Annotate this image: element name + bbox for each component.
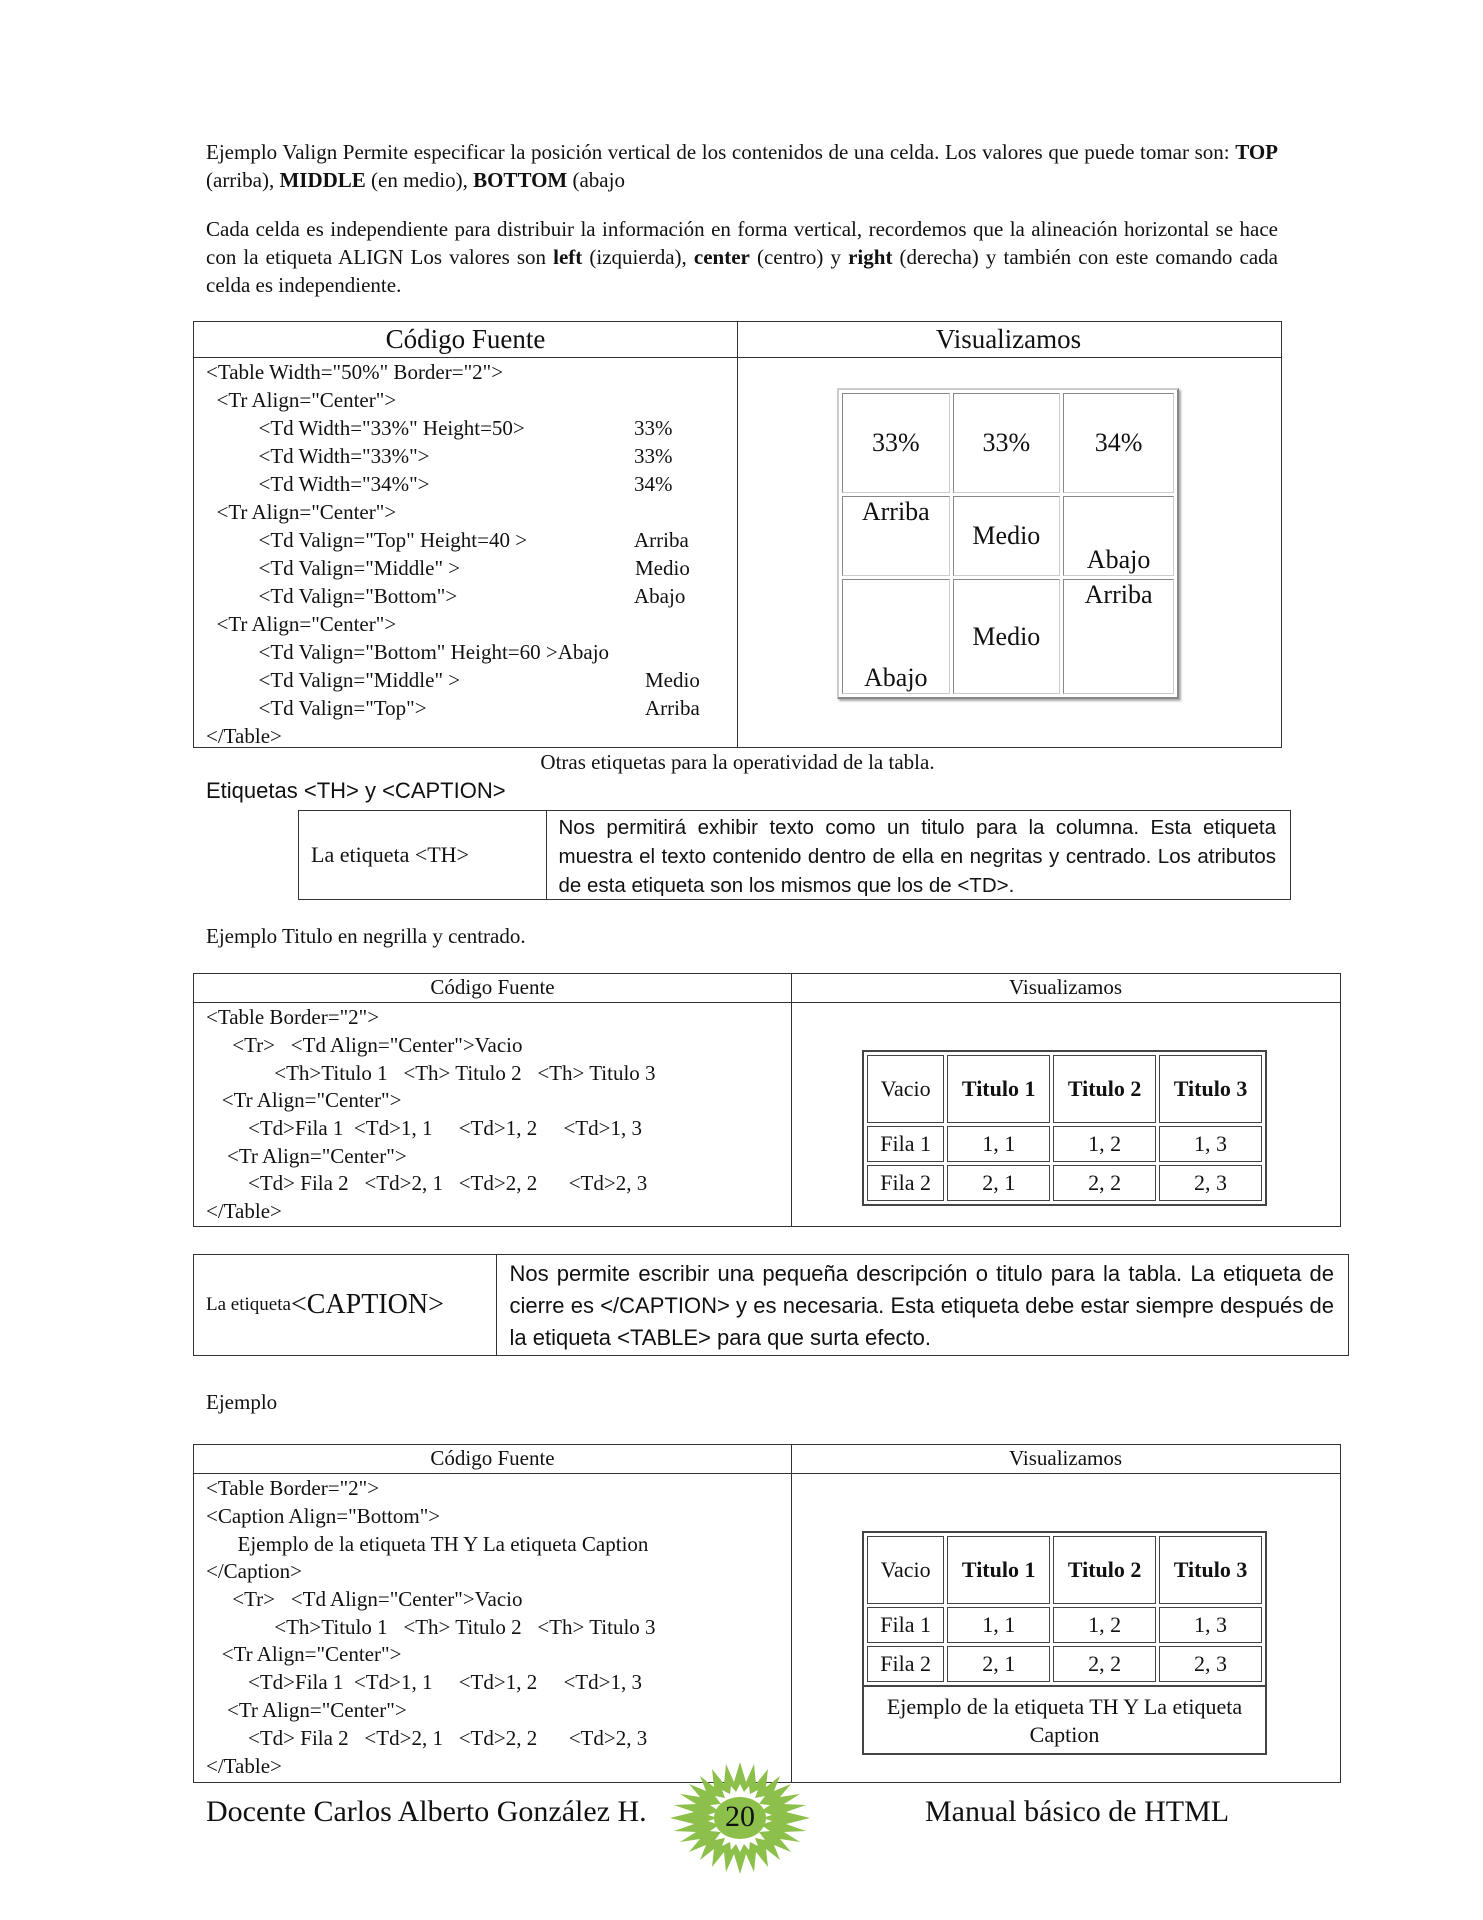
rendered-cell-bottom: Abajo <box>1063 496 1174 576</box>
code-line: </Table> <box>206 724 282 748</box>
rendered-th: Titulo 2 <box>1053 1055 1156 1123</box>
rendered-row <box>842 393 1174 493</box>
rendered-cell: 1, 1 <box>947 1126 1050 1162</box>
rendered-row <box>867 1126 1262 1162</box>
caption-label-tag: <CAPTION> <box>290 1289 444 1320</box>
code-line: <Td> Fila 2 <Td>2, 1 <Td>2, 2 <Td>2, 3 <box>206 1171 648 1195</box>
rendered-th: Titulo 1 <box>947 1536 1050 1604</box>
example1-table <box>193 321 1282 748</box>
rendered-cell: 2, 2 <box>1053 1165 1156 1201</box>
code-line: <Td Valign="Middle" > <box>206 668 461 692</box>
rendered-header-row <box>867 1055 1262 1123</box>
text: (en medio), <box>365 168 474 192</box>
example3-rendered-table <box>862 1531 1267 1755</box>
code-line: <Td Width="34%"> <box>206 472 430 496</box>
code-value: Arriba <box>645 696 700 720</box>
rendered-cell: Fila 2 <box>867 1646 944 1682</box>
code-line: <Table Border="2"> <box>206 1476 380 1500</box>
code-line: <Caption Align="Bottom"> <box>206 1504 441 1528</box>
rendered-cell: 1, 1 <box>947 1607 1050 1643</box>
column-divider <box>737 322 738 747</box>
code-line: <Td Valign="Top" Height=40 > <box>206 528 528 552</box>
rendered-cell: 33% <box>953 393 1061 493</box>
header-visualizamos: Visualizamos <box>1008 975 1123 999</box>
rendered-cell: 1, 3 <box>1159 1607 1262 1643</box>
rendered-cell-middle: Medio <box>953 579 1061 694</box>
rendered-cell: 2, 2 <box>1053 1646 1156 1682</box>
rendered-caption: Ejemplo de la etiqueta TH Y La etiqueta Caption <box>862 1687 1267 1755</box>
code-value: Medio <box>645 668 700 692</box>
caption-description-box <box>193 1254 1349 1356</box>
code-line: <Tr> <Td Align="Center">Vacio <box>206 1587 523 1611</box>
section-heading: Etiquetas <TH> y <CAPTION> <box>206 778 506 803</box>
text: (izquierda), <box>582 245 694 269</box>
code-line: <Table Width="50%" Border="2"> <box>206 360 504 384</box>
rendered-cell: 2, 3 <box>1159 1646 1262 1682</box>
header-codigo-fuente: Código Fuente <box>385 324 546 354</box>
header-codigo-fuente: Código Fuente <box>430 1446 555 1470</box>
code-line: <Td Valign="Middle" > <box>206 556 461 580</box>
code-line: <Td>Fila 1 <Td>1, 1 <Td>1, 2 <Td>1, 3 <box>206 1670 642 1694</box>
rendered-row <box>867 1646 1262 1682</box>
keyword-top: TOP <box>1235 140 1278 164</box>
code-value: Medio <box>635 556 690 580</box>
rendered-cell: Vacio <box>867 1055 944 1123</box>
header-visualizamos: Visualizamos <box>1008 1446 1123 1470</box>
rendered-th: Titulo 1 <box>947 1055 1050 1123</box>
column-divider <box>791 1445 792 1782</box>
rendered-row <box>867 1165 1262 1201</box>
column-divider <box>791 974 792 1226</box>
code-line: </Caption> <box>206 1559 303 1583</box>
caption-label <box>194 1255 497 1355</box>
rendered-cell-bottom: Abajo <box>842 579 950 694</box>
code-line: </Table> <box>206 1754 282 1778</box>
code-value: Arriba <box>634 528 689 552</box>
header-codigo-fuente: Código Fuente <box>430 975 555 999</box>
example3-intro: Ejemplo <box>206 1390 278 1414</box>
rendered-row <box>842 496 1174 576</box>
intro-paragraph-valign <box>206 138 1278 194</box>
page-number: 20 <box>725 1800 755 1833</box>
example2-table <box>193 973 1341 1227</box>
code-line: <Tr Align="Center"> <box>206 1642 402 1666</box>
rendered-cell: 34% <box>1063 393 1174 493</box>
code-value: Abajo <box>634 584 686 608</box>
example3-table <box>193 1444 1341 1783</box>
header-visualizamos: Visualizamos <box>935 324 1082 354</box>
rendered-cell: 2, 1 <box>947 1646 1050 1682</box>
text: Cada celda es independiente para distribuir la información en forma vertical, recordemos que la alineación horizontal se hace con la etiqueta ALIGN Los valores son <box>206 217 1278 269</box>
rendered-cell: 1, 2 <box>1053 1126 1156 1162</box>
code-line: Ejemplo de la etiqueta TH Y La etiqueta Caption <box>206 1532 649 1556</box>
rendered-cell: 2, 3 <box>1159 1165 1262 1201</box>
example2-header-row <box>194 974 1340 1003</box>
rendered-cell: 1, 2 <box>1053 1607 1156 1643</box>
example3-header-row <box>194 1445 1340 1474</box>
code-line: <Th>Titulo 1 <Th> Titulo 2 <Th> Titulo 3 <box>206 1615 656 1639</box>
code-value: 34% <box>634 472 673 496</box>
rendered-cell: 1, 3 <box>1159 1126 1262 1162</box>
code-line: <Td>Fila 1 <Td>1, 1 <Td>1, 2 <Td>1, 3 <box>206 1116 642 1140</box>
code-line: <Td Valign="Top"> <box>206 696 427 720</box>
rendered-cell: 33% <box>842 393 950 493</box>
example2-intro: Ejemplo Titulo en negrilla y centrado. <box>206 924 526 948</box>
code-line: <Td Width="33%"> <box>206 444 430 468</box>
rendered-cell-top: Arriba <box>842 496 950 576</box>
code-line: <Table Border="2"> <box>206 1005 380 1029</box>
text: (centro) y <box>749 245 849 269</box>
caption-description: Nos permite escribir una pequeña descripción o titulo para la tabla. La etiqueta de cierre es </CAPTION> y es necesaria. Esta etiqueta debe estar siempre después de la etiqueta <TABLE> para que surta efecto. <box>509 1261 1334 1350</box>
code-line: <Tr Align="Center"> <box>206 388 397 412</box>
code-line: <Tr Align="Center"> <box>206 1144 407 1168</box>
text: Ejemplo Valign Permite especificar la posición vertical de los contenidos de una celda. Los valores que puede tomar son: <box>206 140 1236 164</box>
code-line: <Tr Align="Center"> <box>206 612 397 636</box>
text: (abajo <box>567 168 625 192</box>
keyword-center: center <box>693 245 750 269</box>
rendered-cell: Fila 2 <box>867 1165 944 1201</box>
text: (derecha) y también con este comando cada celda es independiente. <box>206 245 1278 297</box>
footer-author: Docente Carlos Alberto González H. <box>206 1795 647 1828</box>
code-line: <Td Valign="Bottom" Height=60 >Abajo <box>206 640 610 664</box>
example1-rendered-table <box>837 388 1179 699</box>
code-line: <Td Valign="Bottom"> <box>206 584 458 608</box>
other-tags-caption: Otras etiquetas para la operatividad de la tabla. <box>540 750 935 774</box>
example2-rendered-table <box>862 1050 1267 1206</box>
rendered-cell: Vacio <box>867 1536 944 1604</box>
footer-title: Manual básico de HTML <box>925 1795 1230 1828</box>
caption-label-prefix: La etiqueta <box>206 1294 291 1315</box>
rendered-row <box>842 579 1174 694</box>
keyword-right: right <box>848 245 893 269</box>
code-value: 33% <box>634 416 673 440</box>
rendered-cell: Fila 1 <box>867 1607 944 1643</box>
rendered-cell: Fila 1 <box>867 1126 944 1162</box>
rendered-th: Titulo 3 <box>1159 1536 1262 1604</box>
code-line: <Tr Align="Center"> <box>206 1088 402 1112</box>
code-line: <Td Width="33%" Height=50> <box>206 416 525 440</box>
code-line: <Tr Align="Center"> <box>206 1698 407 1722</box>
code-line: <Tr Align="Center"> <box>206 500 397 524</box>
rendered-header-row <box>867 1536 1262 1604</box>
code-line: </Table> <box>206 1199 282 1223</box>
rendered-row <box>867 1607 1262 1643</box>
text: (arriba), <box>206 168 280 192</box>
th-label: La etiqueta <TH> <box>299 811 547 899</box>
th-description-box <box>298 810 1291 900</box>
rendered-th: Titulo 3 <box>1159 1055 1262 1123</box>
code-line: <Td> Fila 2 <Td>2, 1 <Td>2, 2 <Td>2, 3 <box>206 1726 648 1750</box>
code-line: <Th>Titulo 1 <Th> Titulo 2 <Th> Titulo 3 <box>206 1061 656 1085</box>
code-line: <Tr> <Td Align="Center">Vacio <box>206 1033 523 1057</box>
rendered-th: Titulo 2 <box>1053 1536 1156 1604</box>
th-description: Nos permitirá exhibir texto como un titulo para la columna. Esta etiqueta muestra el texto contenido dentro de ella en negritas y centrado. Los atributos de esta etiqueta son los mismos que los de <TD>. <box>558 816 1276 897</box>
rendered-cell-top: Arriba <box>1063 579 1174 694</box>
rendered-cell-middle: Medio <box>953 496 1061 576</box>
code-value: 33% <box>634 444 673 468</box>
keyword-bottom: BOTTOM <box>473 168 568 192</box>
keyword-middle: MIDDLE <box>279 168 366 192</box>
rendered-cell: 2, 1 <box>947 1165 1050 1201</box>
keyword-left: left <box>553 245 583 269</box>
page-number-badge <box>645 1762 835 1874</box>
intro-paragraph-align <box>206 215 1278 299</box>
